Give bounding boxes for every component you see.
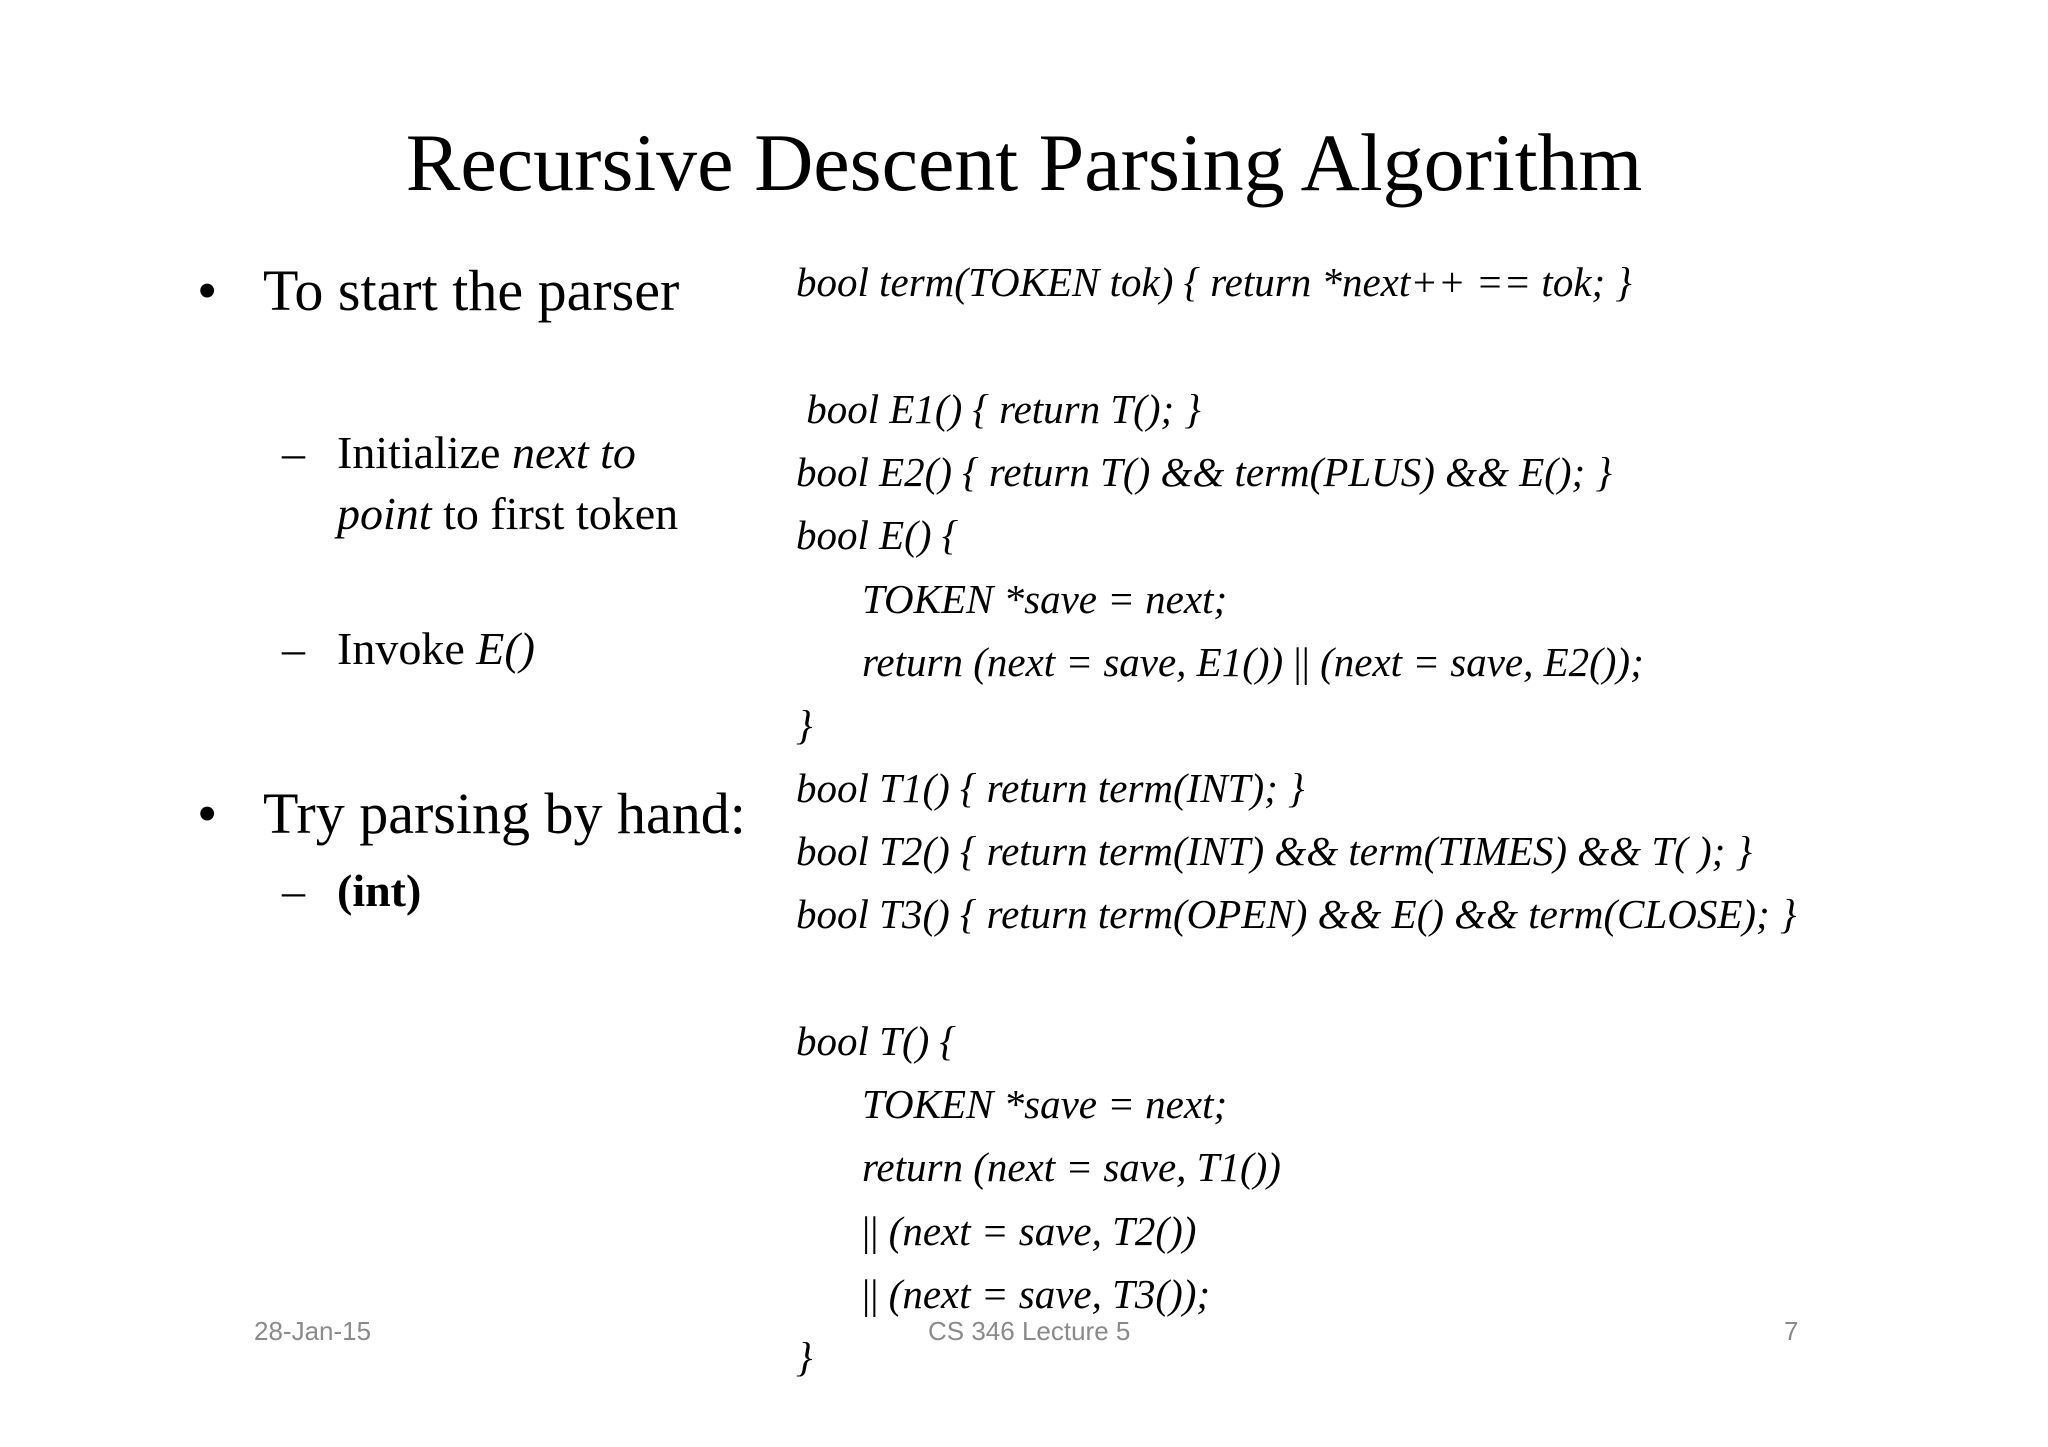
footer-page-number: 7 (1784, 1316, 1799, 1346)
subitem-marker: – (282, 427, 305, 478)
bullet-marker: • (197, 781, 218, 846)
code-line (862, 639, 1644, 685)
code-or-operator: || (862, 1208, 879, 1254)
subitem-marker: – (282, 623, 305, 674)
bullet-text: Try parsing by hand: (263, 781, 746, 846)
code-part: (next = save, T2()) (878, 1208, 1197, 1254)
code-line: bool T2() { return term(INT) && term(TIMES) && T( ); } (796, 828, 1752, 874)
code-line: return (next = save, T1()) (862, 1144, 1281, 1190)
subitem-text: (int) (337, 865, 422, 916)
code-part: (next = save, T3()); (878, 1271, 1211, 1317)
text-point: point (337, 488, 432, 539)
code-line: } (796, 702, 813, 748)
subitem-text (337, 618, 535, 679)
code-or-operator: || (862, 1271, 879, 1317)
code-line (862, 1208, 1197, 1254)
bullet-marker: • (197, 258, 218, 323)
text-invoke: Invoke (337, 623, 477, 674)
code-line: bool T() { (796, 1018, 956, 1064)
code-line: bool T3() { return term(OPEN) && E() && term(CLOSE); } (796, 891, 1797, 937)
code-line: bool E2() { return T() && term(PLUS) && E(); } (796, 449, 1612, 495)
code-line: TOKEN *save = next; (862, 576, 1228, 622)
code-line (862, 1271, 1211, 1317)
code-or-operator: || (1293, 639, 1310, 685)
code-part: (next = save, E2()); (1309, 639, 1644, 685)
code-line: TOKEN *save = next; (862, 1081, 1228, 1127)
code-line: bool T1() { return term(INT); } (796, 765, 1305, 811)
code-line: } (796, 1334, 813, 1380)
subitem-text (337, 422, 678, 544)
slide-title: Recursive Descent Parsing Algorithm (405, 117, 1643, 208)
footer-course: CS 346 Lecture 5 (928, 1316, 1131, 1346)
code-line: bool E1() { return T(); } (796, 386, 1201, 432)
subitem-marker: – (282, 865, 305, 916)
text-to-first-token: to first token (431, 488, 679, 539)
code-line: bool E() { (796, 512, 959, 558)
text-initialize: Initialize (337, 427, 512, 478)
code-line: bool term(TOKEN tok) { return *next++ == tok; } (796, 259, 1632, 305)
text-e-call: E() (476, 623, 535, 674)
text-next-to: next to (511, 427, 636, 478)
bullet-text: To start the parser (263, 258, 680, 323)
footer-date: 28-Jan-15 (254, 1316, 372, 1346)
code-part: return (next = save, E1()) (862, 639, 1294, 685)
